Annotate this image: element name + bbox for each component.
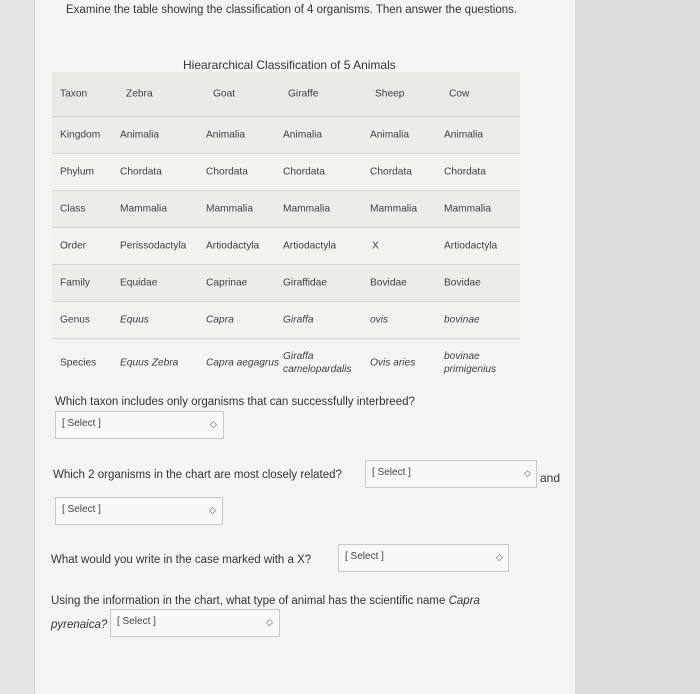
chevron-updown-icon: ◇ bbox=[496, 552, 503, 562]
instructions-text: Examine the table showing the classification of 4 organisms. Then answer the questions. bbox=[66, 4, 518, 16]
chevron-updown-icon: ◇ bbox=[210, 419, 217, 429]
table-cell: Class bbox=[60, 203, 86, 215]
table-cell: Caprinae bbox=[206, 277, 248, 289]
question-2-select-b[interactable] bbox=[55, 497, 223, 525]
table-row bbox=[52, 191, 520, 228]
table-cell: Capra aegagrus bbox=[206, 357, 280, 369]
chevron-updown-icon: ◇ bbox=[209, 505, 216, 515]
table-cell: Mammalia bbox=[206, 203, 253, 215]
question-1-select[interactable] bbox=[55, 411, 224, 439]
table-cell: Artiodactyla bbox=[444, 240, 498, 252]
question-3-select[interactable] bbox=[338, 544, 509, 572]
table-cell: Chordata bbox=[370, 166, 412, 178]
table-cell: Animalia bbox=[370, 129, 410, 141]
table-cell: Bovidae bbox=[370, 277, 407, 289]
header-cell: Sheep bbox=[375, 88, 405, 100]
table-cell: Giraffa camelopardalis bbox=[283, 351, 352, 375]
question-4-line1: Using the information in the chart, what type of animal has the scientific name bbox=[51, 595, 446, 607]
table-cell: Animalia bbox=[120, 129, 160, 141]
table-cell: Artiodactyla bbox=[283, 240, 337, 252]
table-cell: Giraffa bbox=[283, 314, 314, 326]
header-cell: Zebra bbox=[126, 88, 153, 100]
table-cell: Artiodactyla bbox=[206, 240, 260, 252]
question-2-text: Which 2 organisms in the chart are most closely related? bbox=[53, 469, 342, 481]
question-4-line2: pyrenaica? bbox=[51, 619, 108, 631]
question-4-select[interactable] bbox=[110, 609, 280, 637]
table-title: Hieararchical Classification of 5 Animals bbox=[183, 58, 396, 72]
table-cell: Phylum bbox=[60, 166, 94, 178]
table-cell: Kingdom bbox=[60, 129, 101, 141]
header-cell: Goat bbox=[213, 88, 236, 100]
table-cell: Family bbox=[60, 277, 90, 289]
table-cell: Equus Zebra bbox=[120, 357, 179, 369]
background-panel bbox=[575, 0, 700, 694]
question-1-text: Which taxon includes only organisms that can successfully interbreed? bbox=[55, 396, 415, 408]
table-cell-x: X bbox=[372, 240, 379, 252]
table-row bbox=[52, 302, 520, 339]
table-cell: Bovidae bbox=[444, 277, 481, 289]
header-cell: Giraffe bbox=[288, 88, 319, 100]
table-cell: Order bbox=[60, 240, 87, 252]
table-row bbox=[52, 117, 520, 154]
table-cell: Mammalia bbox=[120, 203, 167, 215]
table-cell: Species bbox=[60, 357, 97, 369]
table-cell: Animalia bbox=[444, 129, 484, 141]
question-2-select-a[interactable] bbox=[365, 460, 537, 488]
table-cell: Equus bbox=[120, 314, 149, 326]
table-cell: Mammalia bbox=[283, 203, 330, 215]
question-4-capra: Capra bbox=[448, 595, 480, 607]
table-cell: Chordata bbox=[120, 166, 162, 178]
table-cell: Mammalia bbox=[370, 203, 417, 215]
table-cell: ovis bbox=[370, 314, 389, 326]
select-label: [ Select ] bbox=[62, 504, 101, 515]
header-cell: Taxon bbox=[60, 88, 88, 100]
table-cell: Perissodactyla bbox=[120, 240, 187, 252]
header-cell: Cow bbox=[449, 88, 470, 100]
table-cell: Chordata bbox=[283, 166, 325, 178]
and-text: and bbox=[540, 471, 561, 485]
table-cell: bovinae primigenius bbox=[444, 351, 497, 375]
select-label: [ Select ] bbox=[345, 551, 384, 562]
classification-table bbox=[52, 72, 520, 387]
table-cell: bovinae bbox=[444, 314, 480, 326]
table-cell: Genus bbox=[60, 314, 91, 326]
table-cell: Capra bbox=[206, 314, 234, 326]
table-row bbox=[52, 228, 520, 265]
select-label: [ Select ] bbox=[117, 616, 156, 627]
chevron-updown-icon: ◇ bbox=[266, 617, 273, 627]
table-cell: Equidae bbox=[120, 277, 158, 289]
table-row bbox=[52, 154, 520, 191]
question-4-text bbox=[51, 595, 480, 607]
select-label: [ Select ] bbox=[62, 418, 101, 429]
table-cell: Chordata bbox=[444, 166, 486, 178]
table-row bbox=[52, 339, 520, 387]
chevron-updown-icon: ◇ bbox=[524, 468, 531, 478]
table-cell: Mammalia bbox=[444, 203, 491, 215]
table-cell: Chordata bbox=[206, 166, 248, 178]
table-cell: Animalia bbox=[206, 129, 246, 141]
table-cell: Ovis aries bbox=[370, 357, 416, 369]
table-row bbox=[52, 265, 520, 302]
table-cell: Giraffidae bbox=[283, 277, 327, 289]
table-header-row bbox=[52, 72, 520, 117]
question-3-text: What would you write in the case marked with a X? bbox=[51, 554, 312, 566]
table-cell: Animalia bbox=[283, 129, 323, 141]
select-label: [ Select ] bbox=[372, 467, 411, 478]
